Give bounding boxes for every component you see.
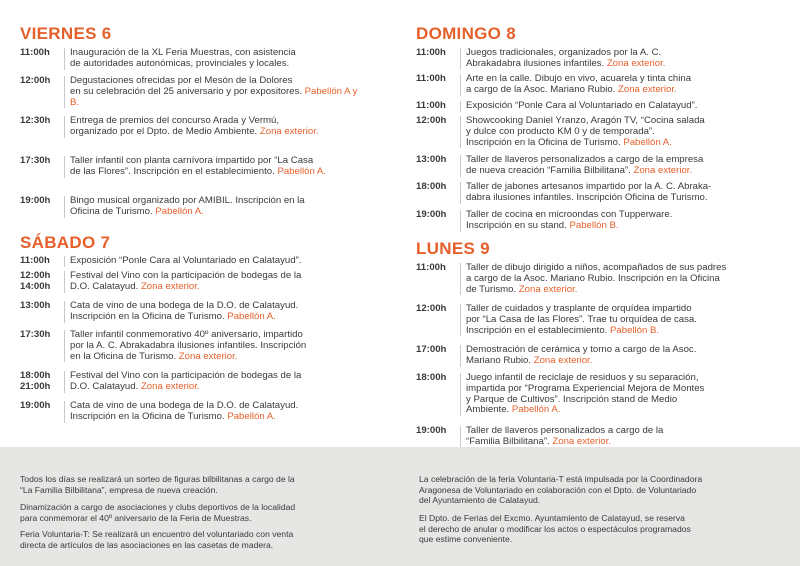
event-description <box>460 155 780 177</box>
event-description <box>64 156 365 178</box>
event-times <box>20 371 64 393</box>
event-text: Demostración de cerámica y torno a cargo de la Asoc. Mariano Rubio. <box>466 344 697 366</box>
event-row <box>20 116 365 138</box>
event-times <box>416 48 460 70</box>
event-description <box>460 373 780 416</box>
event-row <box>20 156 365 178</box>
event-times <box>20 48 64 70</box>
event-text: Juego infantil de reciclaje de residuos y su separación, impartida por “Programa Experiencial Mejora de Montes y Parque de Cultivos”. Inscripción stand de Medio Ambiente. <box>466 372 705 416</box>
event-location: Zona exterior. <box>518 283 578 295</box>
event-time: 13:00h <box>20 300 51 311</box>
event-text: Degustaciones ofrecidas por el Mesón de la Dolores en su celebración del 25 aniversario y por expositores. <box>70 75 302 97</box>
event-time: 19:00h <box>20 195 51 206</box>
footer-panel <box>0 447 800 566</box>
event-time: 19:00h <box>416 425 447 436</box>
event-description <box>64 330 365 362</box>
event-text: Taller de cuidados y trasplante de orquídea impartido por “La Casa de las Flores”. Trae tu orquídea de casa. Inscripción en el establecimiento. <box>466 303 697 336</box>
event-text: Taller infantil conmemorativo 40º aniversario, impartido por la A. C. Abrakadabra ilusiones infantiles. Inscripción en la Oficina de Turismo. <box>70 329 307 362</box>
event-description <box>460 426 780 448</box>
event-row <box>416 116 780 148</box>
event-time: 19:00h <box>416 209 447 220</box>
event-text: Arte en la calle. Dibujo en vivo, acuarela y tinta china a cargo de la Asoc. Mariano Rubio. <box>466 73 692 95</box>
event-time: 14:00h <box>20 280 51 292</box>
event-text: Entrega de premios del concurso Arada y Vermú, organizado por el Dpto. de Medio Ambiente. <box>70 115 280 137</box>
event-text: Taller de jabones artesanos impartido por la A. C. Abraka- dabra ilusiones infantiles. Inscripción Oficina de Turismo. <box>466 181 712 203</box>
event-time: 18:00h <box>20 370 51 381</box>
event-time: 18:00h <box>416 372 447 383</box>
event-times <box>416 101 460 112</box>
event-text: Showcooking Daniel Yranzo, Aragón TV, “Cocina salada y dulce con producto KM 0 y de temporada”. Inscripción en la Oficina de Turismo. <box>466 115 705 148</box>
event-text: Taller de cocina en microondas con Tupperware. Inscripción en su stand. <box>466 209 673 231</box>
event-description <box>64 271 365 293</box>
footer-note-voluntaria: Feria Voluntaria-T: Se realizará un encuentro del voluntariado con venta directa de artículos de las asociaciones en las casetas de madera. <box>20 529 294 550</box>
event-row <box>20 48 365 70</box>
event-times <box>416 210 460 232</box>
footer-note-sorteo: Todos los días se realizará un sorteo de figuras bilbilitanas a cargo de la “La Familia Bilbilitana”, empresa de nueva creación. <box>20 474 295 495</box>
day-title-domingo-8: DOMINGO 8 <box>416 24 516 43</box>
event-row <box>416 345 780 367</box>
day-title-lunes-9: LUNES 9 <box>416 239 490 258</box>
event-times <box>416 304 460 336</box>
event-description <box>64 196 365 218</box>
event-time: 11:00h <box>416 100 446 111</box>
event-times <box>416 426 460 448</box>
footer-note-coordinadora: La celebración de la feria Voluntaria-T está impulsada por la Coordinadora Aragonesa de Voluntariado en colaboración con el Dpto. de Voluntariado del Ayuntamiento de Calatayud. <box>419 474 703 506</box>
event-location: Zona exterior. <box>259 125 319 137</box>
event-times <box>20 76 64 108</box>
event-text: Festival del Vino con la participación de bodegas de la D.O. Calatayud. <box>70 270 302 292</box>
event-description <box>64 76 365 108</box>
event-description <box>460 263 780 295</box>
event-location: Zona exterior. <box>552 435 612 447</box>
event-description <box>460 116 780 148</box>
event-description <box>460 304 780 336</box>
event-times <box>20 271 64 293</box>
event-location: Zona exterior. <box>178 350 238 362</box>
event-description <box>460 182 780 204</box>
event-row <box>416 48 780 70</box>
event-location: Zona exterior. <box>140 280 200 292</box>
event-text: Taller de dibujo dirigido a niños, acompañados de sus padres a cargo de la Asoc. Mariano Rubio. Inscripción en la Oficina de Turismo. <box>466 262 727 295</box>
event-times <box>20 401 64 423</box>
event-time: 11:00h <box>20 47 50 58</box>
event-location: Pabellón A. <box>227 410 276 422</box>
event-text: Cata de vino de una bodega de la D.O. de Calatayud. Inscripción en la Oficina de Turismo. <box>70 300 299 322</box>
event-time: 12:00h <box>416 115 447 126</box>
event-times <box>416 345 460 367</box>
event-location: Zona exterior. <box>533 354 593 366</box>
event-text: Exposición “Ponle Cara al Voluntariado en Calatayud”. <box>466 100 698 111</box>
event-times <box>416 263 460 295</box>
event-row <box>416 74 780 96</box>
event-description <box>460 48 780 70</box>
event-row <box>20 196 365 218</box>
footer-note-reserva: El Dpto. de Ferias del Excmo. Ayuntamiento de Calatayud, se reserva el derecho de anular o modificar los actos o espectáculos programados que estime conveniente. <box>419 513 691 545</box>
event-description <box>64 371 365 393</box>
event-times <box>416 155 460 177</box>
event-times <box>20 301 64 323</box>
event-location: Pabellón A. <box>511 404 561 416</box>
event-text: Juegos tradicionales, organizados por la A. C. Abrakadabra ilusiones infantiles. <box>466 47 662 69</box>
event-text: Festival del Vino con la participación de bodegas de la D.O. Calatayud. <box>70 370 302 392</box>
event-time: 11:00h <box>416 73 446 84</box>
event-row <box>20 330 365 362</box>
event-location: Zona exterior. <box>618 83 677 95</box>
event-location: Pabellón A. <box>623 136 672 148</box>
event-location: Zona exterior. <box>140 380 200 392</box>
event-times <box>416 74 460 96</box>
event-row <box>416 373 780 416</box>
event-times <box>20 330 64 362</box>
event-row <box>20 256 365 267</box>
event-row <box>416 210 780 232</box>
event-time: 12:00h <box>416 303 447 314</box>
event-description <box>64 48 365 70</box>
event-description <box>64 401 365 423</box>
event-location: Pabellón B. <box>569 219 619 231</box>
event-time: 12:30h <box>20 115 51 126</box>
event-description <box>64 256 365 267</box>
day-title-viernes-6: VIERNES 6 <box>20 24 112 43</box>
event-time: 11:00h <box>416 262 446 273</box>
event-time: 18:00h <box>416 181 447 192</box>
event-times <box>416 182 460 204</box>
event-text: Exposición “Ponle Cara al Voluntariado en Calatayud”. <box>70 255 302 266</box>
event-text: Taller de llaveros personalizados a cargo de la empresa de nueva creación “Familia Bilbilitana”. <box>466 154 704 176</box>
event-time: 12:00h <box>20 270 51 281</box>
event-location: Pabellón A y B. <box>70 85 358 108</box>
event-location: Zona exterior. <box>633 164 693 176</box>
event-location: Zona exterior. <box>606 57 666 69</box>
event-row <box>20 371 365 393</box>
event-description <box>460 345 780 367</box>
event-times <box>20 156 64 178</box>
footer-note-dinamizacion: Dinamización a cargo de asociaciones y clubs deportivos de la localidad para conmemorar el 40º aniversario de la Feria de Muestras. <box>20 502 296 523</box>
event-text: Taller de llaveros personalizados a cargo de la “Familia Bilbilitana”. <box>466 425 664 447</box>
event-time: 11:00h <box>20 255 50 266</box>
event-text: Bingo musical organizado por AMIBIL. Inscripción en la Oficina de Turismo. <box>70 195 305 217</box>
event-row <box>416 426 780 448</box>
event-times <box>20 256 64 267</box>
event-time: 17:30h <box>20 329 51 340</box>
event-row <box>416 101 780 112</box>
event-description <box>460 74 780 96</box>
event-row <box>416 182 780 204</box>
event-times <box>416 373 460 416</box>
event-location: Pabellón A. <box>277 165 326 177</box>
event-row <box>20 271 365 293</box>
event-text: Inauguración de la XL Feria Muestras, con asistencia de autoridades autonómicas, provinciales y locales. <box>70 47 296 69</box>
event-time: 21:00h <box>20 380 51 392</box>
event-row <box>20 301 365 323</box>
event-description <box>460 210 780 232</box>
event-location: Pabellón B. <box>610 324 660 336</box>
event-time: 17:30h <box>20 155 51 166</box>
event-time: 19:00h <box>20 400 51 411</box>
event-times <box>416 116 460 148</box>
event-time: 13:00h <box>416 154 447 165</box>
event-description <box>64 116 365 138</box>
event-description <box>460 101 780 112</box>
event-row <box>20 76 365 108</box>
day-title-sabado-7: SÁBADO 7 <box>20 233 111 252</box>
event-time: 11:00h <box>416 47 446 58</box>
event-description <box>64 301 365 323</box>
event-location: Pabellón A. <box>155 205 204 217</box>
event-time: 12:00h <box>20 75 51 86</box>
event-row <box>416 304 780 336</box>
event-row <box>20 401 365 423</box>
event-time: 17:00h <box>416 344 447 355</box>
event-row <box>416 155 780 177</box>
event-location: Pabellón A. <box>227 310 276 322</box>
event-row <box>416 263 780 295</box>
event-text: Cata de vino de una bodega de la D.O. de Calatayud. Inscripción en la Oficina de Turismo. <box>70 400 299 422</box>
event-times <box>20 196 64 218</box>
event-text: Taller infantil con planta carnívora impartido por “La Casa de las Flores”. Inscripción en el establecimiento. <box>70 155 314 177</box>
event-times <box>20 116 64 138</box>
